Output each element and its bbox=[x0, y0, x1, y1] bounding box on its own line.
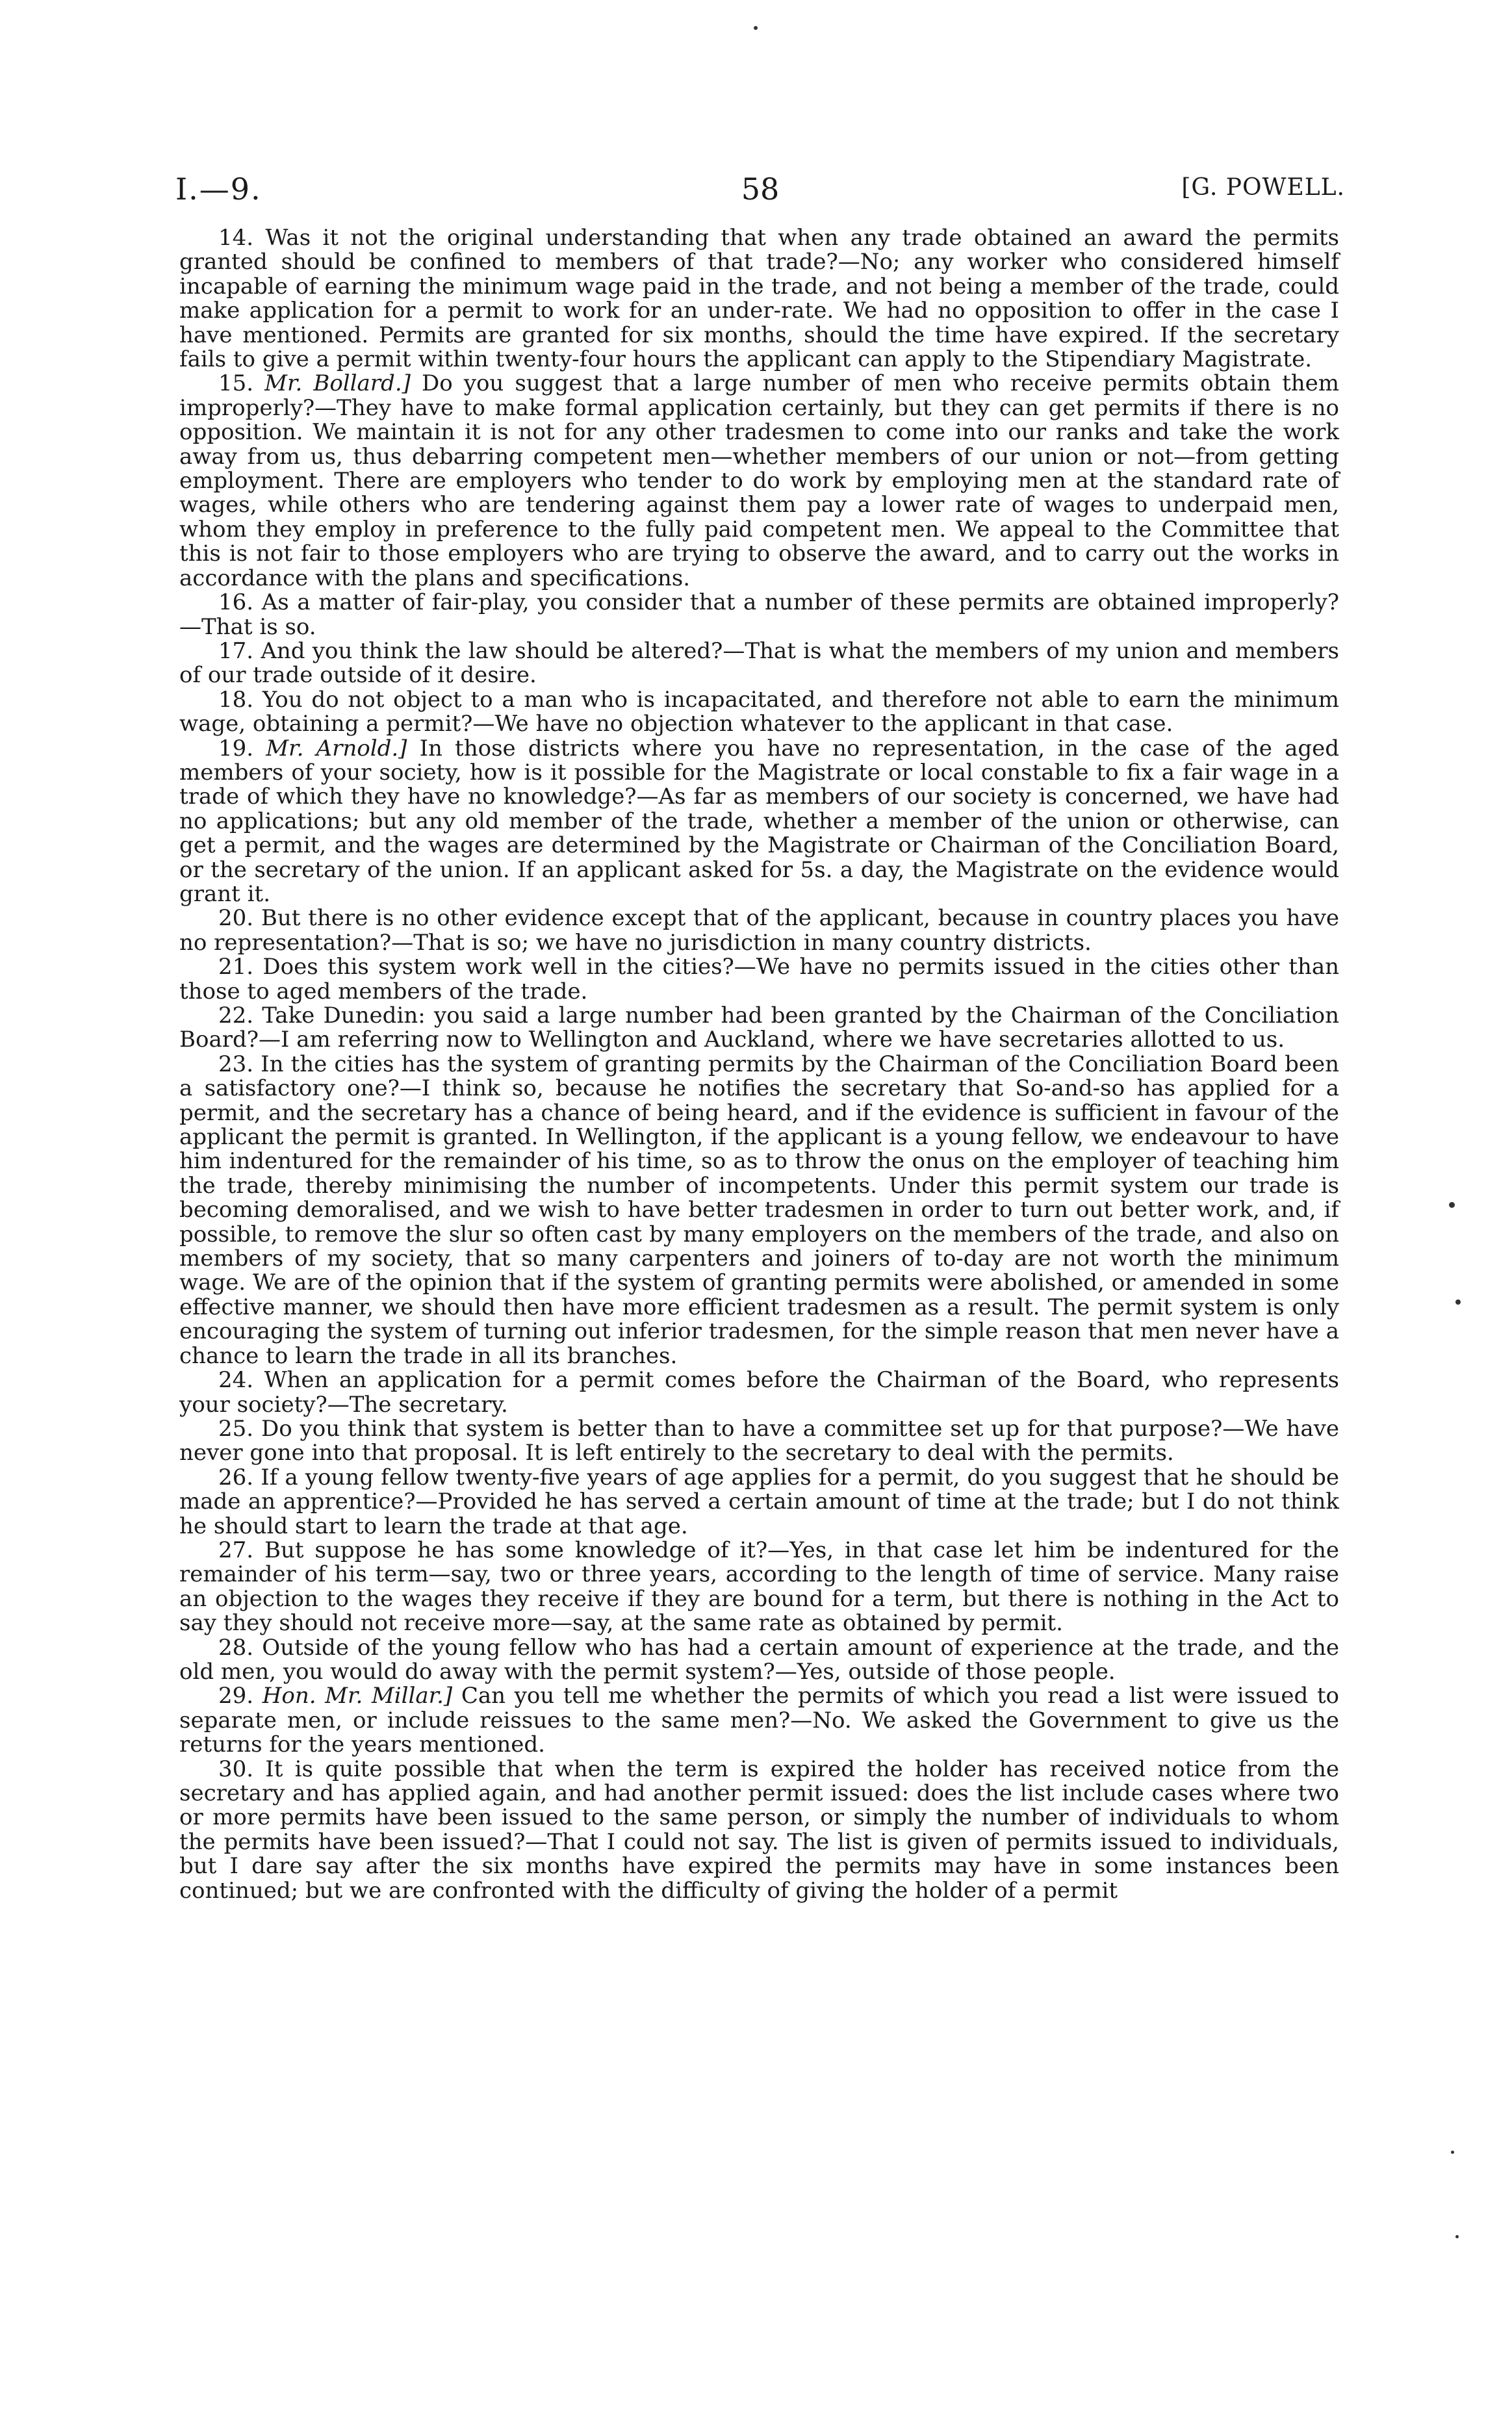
paragraph-30: 30. It is quite possible that when the term is expired the holder has received notice from the secretary and has applied again, and had another permit issued: does the list include cases where two or more permits have been issued to the same person, or simply the number of individuals to whom the permits have been issued?—That I could not say. The list is given of permits issued to individuals, but I dare say after the six months have expired the permits may have in some instances been continued; but we are confronted with the difficulty of giving the holder of a permit bbox=[179, 1756, 1339, 1904]
page-header bbox=[175, 172, 1345, 211]
paragraph-23: 23. In the cities has the system of granting permits by the Chairman of the Conciliation Board been a satisfactory one?—I think so, because he notifies the secretary that So-and-so has applied for a permit, and the secretary has a chance of being heard, and if the evidence is sufficient in favour of the applicant the permit is granted. In Wellington, if the applicant is a young fellow, we endeavour to have him indentured for the remainder of his time, so as to throw the onus on the employer of teaching him the trade, thereby minimising the number of incompetents. Under this permit system our trade is becoming demoralised, and we wish to have better tradesmen in order to turn out better work, and, if possible, to remove the slur so often cast by many employers on the members of the trade, and also on members of my society, that so many carpenters and joiners of to-day are not worth the minimum wage. We are of the opinion that if the system of granting permits were abolished, or amended in some effective manner, we should then have more efficient tradesmen as a result. The permit system is only encouraging the system of turning out inferior tradesmen, for the simple reason that men never have a chance to learn the trade in all its branches. bbox=[179, 1051, 1339, 1369]
paragraph-15: 15. Mr. Bollard.] Do you suggest that a large number of men who receive permits obtain them improperly?—They have to make formal application certainly, but they can get permits if there is no opposition. We maintain it is not for any other tradesmen to come into our ranks and take the work away from us, thus debarring competent men—whether members of our union or not—from getting employment. There are employers who tender to do work by employing men at the standard rate of wages, while others who are tendering against them pay a lower rate of wages to underpaid men, whom they employ in preference to the fully paid competent men. We appeal to the Committee that this is not fair to those employers who are trying to observe the award, and to carry out the works in accordance with the plans and specifications. bbox=[179, 370, 1340, 591]
paragraph-27: 27. But suppose he has some knowledge of it?—Yes, in that case let him be indentured for the remainder of his term—say, two or three years, according to the length of time of service. Many raise an objection to the wages they receive if they are bound for a term, but there is nothing in the Act to say they should not receive more—say, at the same rate as obtained by permit. bbox=[179, 1537, 1339, 1637]
page-number: 58 bbox=[741, 172, 780, 207]
scan-speck bbox=[1455, 2235, 1459, 2238]
paragraph-22: 22. Take Dunedin: you said a large number had been granted by the Chairman of the Conciliation Board?—I am referring now to Wellington and Auckland, where we have secretaries allotted to us. bbox=[179, 1003, 1339, 1053]
witness-name: [G. POWELL. bbox=[1181, 174, 1345, 201]
speaker: Hon. Mr. Millar.] bbox=[262, 1683, 453, 1709]
paragraph-24: 24. When an application for a permit comes before the Chairman of the Board, who represents your society?—The secretary. bbox=[179, 1367, 1339, 1418]
paragraph-29: 29. Hon. Mr. Millar.] Can you tell me whether the permits of which you read a list were issued to separate men, or include reissues to the same men?—No. We asked the Government to give us the returns for the years mentioned. bbox=[179, 1683, 1340, 1758]
paragraph-17: 17. And you think the law should be altered?—That is what the members of my union and members of our trade outside of it desire. bbox=[179, 637, 1339, 689]
paragraph-21: 21. Does this system work well in the cities?—We have no permits issued in the cities other than those to aged members of the trade. bbox=[179, 954, 1339, 1004]
scan-speck bbox=[754, 26, 758, 30]
paragraph-20: 20. But there is no other evidence except that of the applicant, because in country places you have no representation?—That is so; we have no jurisdiction in many country districts. bbox=[179, 905, 1339, 956]
testimony-body bbox=[179, 226, 1339, 1903]
speaker: Mr. Bollard.] bbox=[264, 370, 411, 397]
paragraph-19: 19. Mr. Arnold.] In those districts where you have no representation, in the case of the aged members of your society, how is it possible for the Magistrate or local constable to fix a fair wage in a trade of which they have no knowledge?—As far as members of our society is concerned, we have had no applications; but any old member of the trade, whether a member of the union or otherwise, can get a permit, and the wages are determined by the Magistrate or Chairman of the Conciliation Board, or the secretary of the union. If an applicant asked for 5s. a day, the Magistrate on the evidence would grant it. bbox=[179, 735, 1339, 907]
document-reference: I.—9. bbox=[175, 172, 262, 207]
paragraph-25: 25. Do you think that system is better than to have a committee set up for that purpose?—We have never gone into that proposal. It is left entirely to the secretary to deal with the permits. bbox=[179, 1415, 1339, 1466]
scan-speck bbox=[1449, 1202, 1455, 1208]
paragraph-14: 14. Was it not the original understanding that when any trade obtained an award the permits granted should be confined to members of that trade?—No; any worker who considered himself incapable of earning the minimum wage paid in the trade, and not being a member of the trade, could make application for a permit to work for an under-rate. We had no opposition to offer in the case I have mentioned. Permits are granted for six months, should the time have expired. If the secretary fails to give a permit within twenty-four hours the applicant can apply to the Stipendiary Magistrate. bbox=[179, 225, 1339, 373]
speaker: Mr. Arnold.] bbox=[266, 735, 407, 761]
paragraph-26: 26. If a young fellow twenty-five years of age applies for a permit, do you suggest that he should be made an apprentice?—Provided he has served a certain amount of time at the trade; but I do not think he should start to learn the trade at that age. bbox=[179, 1464, 1339, 1539]
paragraph-28: 28. Outside of the young fellow who has had a certain amount of experience at the trade, and the old men, you would do away with the permit system?—Yes, outside of those people. bbox=[179, 1634, 1339, 1685]
paragraph-16: 16. As a matter of fair-play, you consider that a number of these permits are obtained improperly?—That is so. bbox=[179, 589, 1339, 640]
paragraph-18: 18. You do not object to a man who is incapacitated, and therefore not able to earn the minimum wage, obtaining a permit?—We have no objection whatever to the applicant in that case. bbox=[179, 686, 1339, 737]
scan-speck bbox=[1455, 1299, 1461, 1305]
scan-speck bbox=[1451, 2151, 1454, 2154]
